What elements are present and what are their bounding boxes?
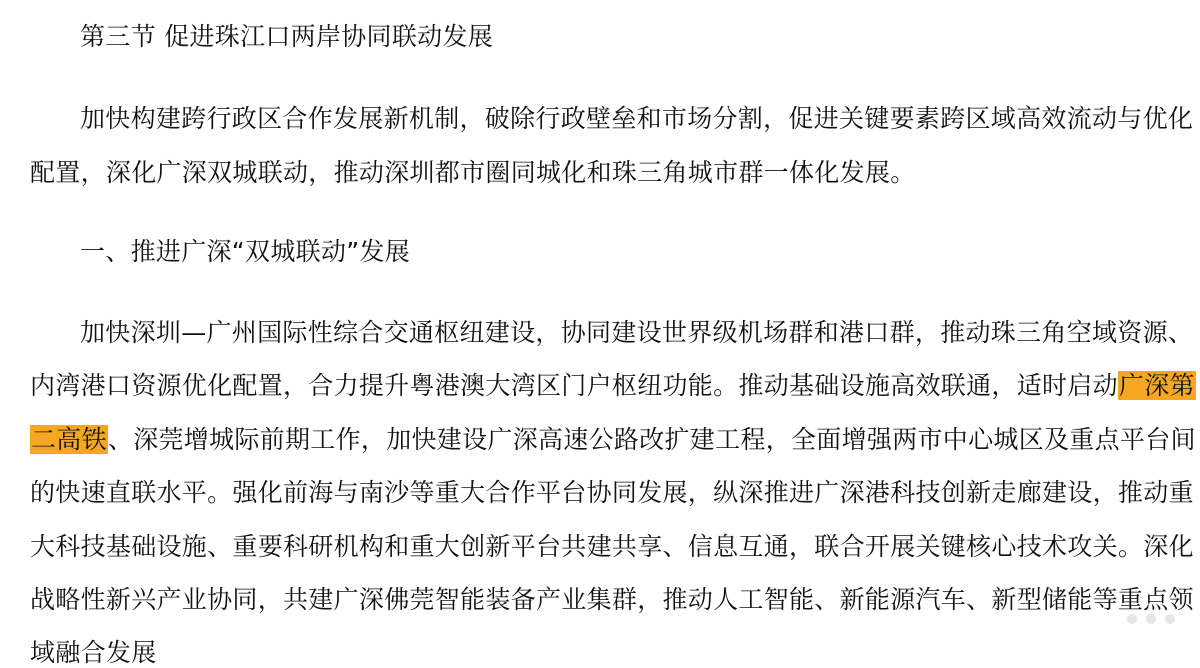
subheading: 一、推进广深“双城联动”发展: [80, 237, 411, 266]
body-line-3-text: 、深莞增城际前期工作，加快建设广深高速公路改扩建工程，全面增强两市中心城区及重点平台间: [107, 425, 1196, 454]
body-line-2-text: 内湾港口资源优化配置，合力提升粤港澳大湾区门户枢纽功能。推动基础设施高效联通，适时启动: [30, 371, 1118, 400]
body-paragraph-line-6: 战略性新兴产业协同，共建广深佛莞智能装备产业集群，推动人工智能、新能源汽车、新型储能等重点领: [30, 585, 1194, 614]
highlight-guangshen-2nd-hsr-part2: 二高铁: [31, 425, 107, 454]
dots-watermark-icon: [1124, 606, 1178, 632]
intro-paragraph-line-2: 配置，深化广深双城联动，推动深圳都市圈同城化和珠三角城市群一体化发展。: [30, 158, 916, 187]
highlight-guangshen-2nd-hsr-part1: 广深第: [1118, 371, 1195, 400]
section-title: 第三节 促进珠江口两岸协同联动发展: [80, 22, 494, 51]
body-paragraph-line-7: 域融合发展: [30, 638, 157, 667]
body-paragraph-line-5: 大科技基础设施、重要科研机构和重大创新平台共建共享、信息互通，联合开展关键核心技术攻关。深化: [30, 532, 1194, 561]
body-paragraph-line-2: [30, 371, 1196, 401]
body-paragraph-line-4: 的快速直联水平。强化前海与南沙等重大合作平台协同发展，纵深推进广深港科技创新走廊建设，推动重: [30, 478, 1194, 507]
body-paragraph-line-3: [30, 425, 1196, 455]
intro-paragraph-line-1: 加快构建跨行政区合作发展新机制，破除行政壁垒和市场分割，促进关键要素跨区域高效流动与优化: [80, 104, 1194, 133]
body-paragraph-line-1: 加快深圳—广州国际性综合交通枢纽建设，协同建设世界级机场群和港口群，推动珠三角空域资源、: [80, 318, 1194, 347]
